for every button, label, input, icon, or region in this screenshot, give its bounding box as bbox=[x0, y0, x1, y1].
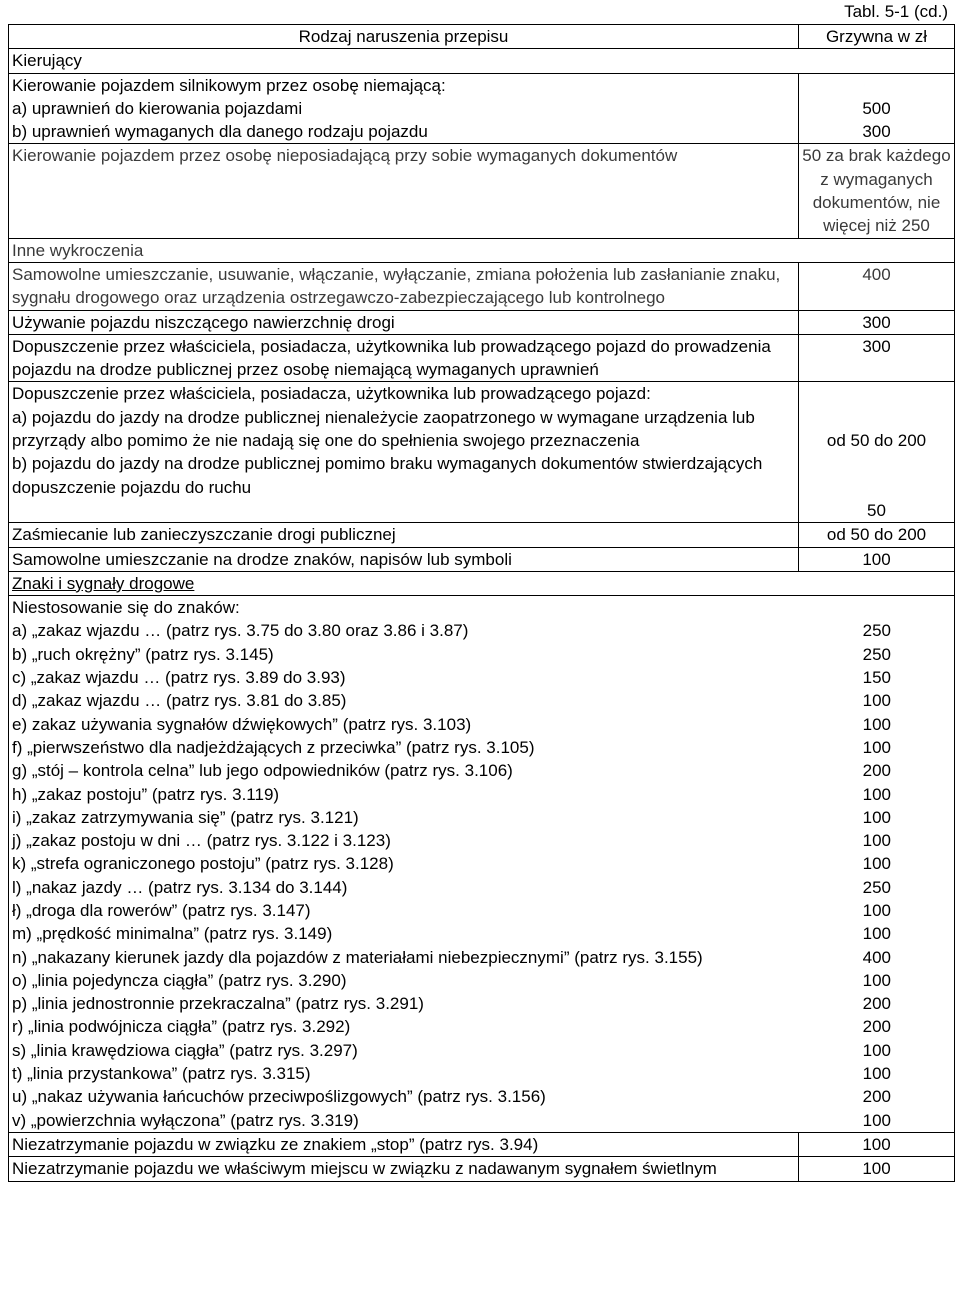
sign-text: u) „nakaz używania łańcuchów przeciwpoślizgowych” (patrz rys. 3.156) bbox=[12, 1087, 546, 1107]
table-row bbox=[9, 1157, 955, 1181]
violation-title: Kierowanie pojazdem silnikowym przez osobę niemającą: bbox=[12, 75, 446, 95]
violation-cell: Kierowanie pojazdem przez osobę nieposiadającą przy sobie wymaganych dokumentów bbox=[9, 144, 799, 238]
sign-fine: 100 bbox=[862, 691, 891, 711]
sign-fine: 200 bbox=[862, 761, 891, 781]
section-other: Inne wykroczenia bbox=[9, 238, 955, 262]
header-fine: Grzywna w zł bbox=[799, 25, 955, 49]
sign-text: a) „zakaz wjazdu … (patrz rys. 3.75 do 3.80 oraz 3.86 i 3.87) bbox=[12, 621, 469, 641]
table-caption: Tabl. 5-1 (cd.) bbox=[844, 2, 948, 21]
sign-text: v) „powierzchnia wyłączona” (patrz rys. 3.319) bbox=[12, 1110, 359, 1130]
fine-cell bbox=[799, 382, 955, 523]
sign-fine: 100 bbox=[862, 854, 891, 874]
list-item bbox=[12, 806, 951, 829]
sign-text: t) „linia przystankowa” (patrz rys. 3.315) bbox=[12, 1064, 311, 1084]
fine-cell: 300 bbox=[799, 310, 955, 334]
list-item bbox=[12, 713, 951, 736]
violation-cell: Dopuszczenie przez właściciela, posiadacza, użytkownika lub prowadzącego pojazd do prowadzenia pojazdu na drodze publicznej przez osobę niemającą wymaganych uprawnień bbox=[9, 334, 799, 382]
violation-cell: Zaśmiecanie lub zanieczyszczanie drogi publicznej bbox=[9, 523, 799, 547]
section-signs bbox=[9, 571, 955, 595]
fine-amount: 500 bbox=[862, 98, 891, 118]
table-row bbox=[9, 1132, 955, 1156]
signs-cell bbox=[9, 596, 955, 1133]
table-row bbox=[9, 73, 955, 144]
section-signs-label: Znaki i sygnały drogowe bbox=[12, 573, 195, 593]
sign-fine: 100 bbox=[862, 900, 891, 920]
sign-fine: 200 bbox=[862, 1017, 891, 1037]
fine-amount: od 50 do 200 bbox=[826, 431, 927, 451]
list-item bbox=[12, 689, 951, 712]
violation-cell: Niezatrzymanie pojazdu w związku ze znakiem „stop” (patrz rys. 3.94) bbox=[9, 1132, 799, 1156]
violation-title: Dopuszczenie przez właściciela, posiadacza, użytkownika lub prowadzącego pojazd: bbox=[12, 384, 651, 404]
sign-fine: 400 bbox=[862, 947, 891, 967]
sign-text: o) „linia pojedyncza ciągła” (patrz rys. 3.290) bbox=[12, 970, 347, 990]
list-item bbox=[12, 759, 951, 782]
fine-amount: 50 bbox=[867, 500, 886, 520]
sign-fine: 200 bbox=[862, 1087, 891, 1107]
list-item bbox=[12, 922, 951, 945]
sign-fine: 100 bbox=[862, 737, 891, 757]
fines-table bbox=[8, 24, 955, 1182]
table-row bbox=[9, 596, 955, 1133]
fine-cell bbox=[799, 73, 955, 144]
list-item bbox=[12, 899, 951, 922]
sign-fine: 100 bbox=[862, 714, 891, 734]
violation-item: a) pojazdu do jazdy na drodze publicznej nienależycie zaopatrzonego w wymagane urządzenia lub przyrządy albo pomimo że nie nadają się one do spełnienia swojego przeznaczenia bbox=[12, 407, 755, 451]
sign-fine: 100 bbox=[862, 1064, 891, 1084]
table-row bbox=[9, 382, 955, 523]
fine-cell: 300 bbox=[799, 334, 955, 382]
fine-cell: 100 bbox=[799, 1132, 955, 1156]
sign-text: m) „prędkość minimalna” (patrz rys. 3.149) bbox=[12, 924, 333, 944]
list-item bbox=[12, 1015, 951, 1038]
sign-fine: 200 bbox=[862, 994, 891, 1014]
sign-text: ł) „droga dla rowerów” (patrz rys. 3.147) bbox=[12, 900, 311, 920]
list-item bbox=[12, 829, 951, 852]
violation-item: b) uprawnień wymaganych dla danego rodzaju pojazdu bbox=[12, 122, 428, 142]
violation-cell bbox=[9, 382, 799, 523]
section-driver: Kierujący bbox=[9, 49, 955, 73]
list-item bbox=[12, 1085, 951, 1108]
list-item bbox=[12, 946, 951, 969]
list-item bbox=[12, 736, 951, 759]
list-item bbox=[12, 1062, 951, 1085]
violation-cell bbox=[9, 73, 799, 144]
section-row bbox=[9, 238, 955, 262]
table-row bbox=[9, 547, 955, 571]
list-item bbox=[12, 992, 951, 1015]
sign-fine: 100 bbox=[862, 1110, 891, 1130]
fine-cell: 400 bbox=[799, 262, 955, 310]
list-item bbox=[12, 619, 951, 642]
sign-fine: 100 bbox=[862, 807, 891, 827]
sign-fine: 100 bbox=[862, 831, 891, 851]
table-row bbox=[9, 334, 955, 382]
sign-text: s) „linia krawędziowa ciągła” (patrz rys. 3.297) bbox=[12, 1040, 358, 1060]
sign-text: r) „linia podwójnicza ciągła” (patrz rys. 3.292) bbox=[12, 1017, 351, 1037]
table-row bbox=[9, 262, 955, 310]
violation-item: b) pojazdu do jazdy na drodze publicznej pomimo braku wymaganych dokumentów stwierdzających dopuszczenie pojazdu do ruchu bbox=[12, 454, 763, 497]
sign-text: c) „zakaz wjazdu … (patrz rys. 3.89 do 3.93) bbox=[12, 668, 346, 688]
list-item bbox=[12, 1039, 951, 1062]
section-row bbox=[9, 49, 955, 73]
sign-text: g) „stój – kontrola celna” lub jego odpowiedników (patrz rys. 3.106) bbox=[12, 761, 513, 781]
sign-fine: 100 bbox=[862, 784, 891, 804]
sign-text: j) „zakaz postoju w dni … (patrz rys. 3.122 i 3.123) bbox=[12, 831, 391, 851]
list-item bbox=[12, 969, 951, 992]
sign-text: h) „zakaz postoju” (patrz rys. 3.119) bbox=[12, 784, 280, 804]
fine-cell: od 50 do 200 bbox=[799, 523, 955, 547]
sign-fine: 250 bbox=[862, 621, 891, 641]
table-row bbox=[9, 310, 955, 334]
sign-text: e) zakaz używania sygnałów dźwiękowych” (patrz rys. 3.103) bbox=[12, 714, 472, 734]
violation-title: Niestosowanie się do znaków: bbox=[12, 598, 240, 618]
sign-text: l) „nakaz jazdy … (patrz rys. 3.134 do 3.144) bbox=[12, 877, 348, 897]
sign-text: i) „zakaz zatrzymywania się” (patrz rys. 3.121) bbox=[12, 807, 359, 827]
list-item bbox=[12, 666, 951, 689]
sign-text: p) „linia jednostronnie przekraczalna” (patrz rys. 3.291) bbox=[12, 994, 424, 1014]
sign-text: k) „strefa ograniczonego postoju” (patrz rys. 3.128) bbox=[12, 854, 394, 874]
sign-fine: 150 bbox=[862, 668, 891, 688]
list-item bbox=[12, 783, 951, 806]
fine-cell: 100 bbox=[799, 1157, 955, 1181]
list-item bbox=[12, 1109, 951, 1132]
sign-text: n) „nakazany kierunek jazdy dla pojazdów z materiałami niebezpiecznymi” (patrz rys. 3.155) bbox=[12, 947, 703, 967]
fine-amount: 300 bbox=[862, 122, 891, 142]
section-row bbox=[9, 571, 955, 595]
list-item bbox=[12, 852, 951, 875]
violation-cell: Samowolne umieszczanie, usuwanie, włączanie, wyłączanie, zmiana położenia lub zasłanianie znaku, sygnału drogowego oraz urządzenia ostrzegawczo-zabezpieczającego lub kontrolnego bbox=[9, 262, 799, 310]
list-item bbox=[12, 876, 951, 899]
sign-fine: 100 bbox=[862, 1040, 891, 1060]
list-item bbox=[12, 643, 951, 666]
fine-cell: 100 bbox=[799, 547, 955, 571]
violation-cell: Samowolne umieszczanie na drodze znaków, napisów lub symboli bbox=[9, 547, 799, 571]
signs-list bbox=[12, 619, 951, 1132]
fine-cell: 50 za brak każdego z wymaganych dokumentów, nie więcej niż 250 bbox=[799, 144, 955, 238]
sign-fine: 100 bbox=[862, 924, 891, 944]
violation-cell: Używanie pojazdu niszczącego nawierzchnię drogi bbox=[9, 310, 799, 334]
header-violation: Rodzaj naruszenia przepisu bbox=[9, 25, 799, 49]
violation-cell: Niezatrzymanie pojazdu we właściwym miejscu w związku z nadawanym sygnałem świetlnym bbox=[9, 1157, 799, 1181]
sign-text: b) „ruch okrężny” (patrz rys. 3.145) bbox=[12, 644, 274, 664]
sign-fine: 250 bbox=[862, 877, 891, 897]
sign-text: d) „zakaz wjazdu … (patrz rys. 3.81 do 3.85) bbox=[12, 691, 347, 711]
table-row bbox=[9, 144, 955, 238]
table-row bbox=[9, 523, 955, 547]
table-header bbox=[9, 25, 955, 49]
violation-item: a) uprawnień do kierowania pojazdami bbox=[12, 98, 303, 118]
sign-fine: 250 bbox=[862, 644, 891, 664]
sign-fine: 100 bbox=[862, 970, 891, 990]
sign-text: f) „pierwszeństwo dla nadjeżdżających z przeciwka” (patrz rys. 3.105) bbox=[12, 737, 535, 757]
